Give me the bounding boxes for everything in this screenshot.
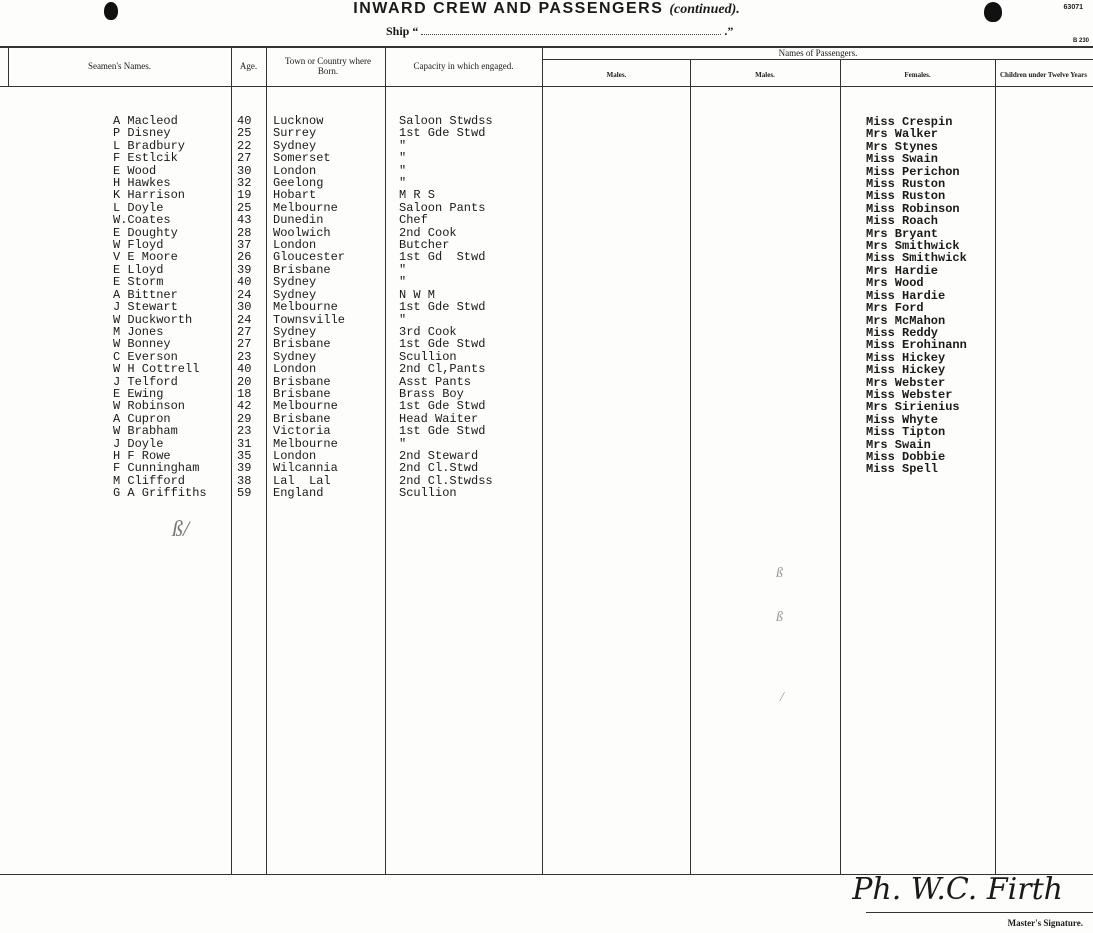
seaman-capacity: 1st Gde Stwd: [399, 126, 486, 141]
document-number: 63071: [1063, 4, 1083, 11]
female-passenger-name: Miss Spell: [866, 462, 939, 477]
seaman-birthplace: London: [273, 238, 317, 253]
pencil-mark-b: ß/: [172, 516, 190, 541]
header-males-1: Males.: [606, 71, 627, 79]
female-passenger-name: Miss Smithwick: [866, 251, 967, 266]
pencil-mark-1: ß: [776, 566, 783, 581]
pencil-mark-2: ß: [776, 610, 783, 625]
seaman-capacity: Asst Pants: [399, 374, 472, 389]
seaman-name: W Bonney: [113, 337, 171, 352]
seaman-birthplace: Brisbane: [273, 386, 331, 401]
signature-rule: [866, 912, 1093, 913]
seaman-name: G A Griffiths: [113, 486, 207, 501]
seaman-capacity: Scullion: [399, 349, 457, 364]
seaman-name: W H Cottrell: [113, 362, 200, 377]
female-passenger-name: Mrs Walker: [866, 127, 939, 142]
seaman-capacity: ": [399, 275, 407, 290]
ship-label: Ship “: [386, 24, 419, 38]
col-rule-2: [266, 46, 267, 874]
seaman-birthplace: England: [273, 486, 324, 501]
seaman-birthplace: Melbourne: [273, 436, 338, 451]
seaman-birthplace: Lal Lal: [273, 473, 331, 488]
female-passenger-name: Miss Dobbie: [866, 449, 946, 464]
seaman-capacity: 1st Gde Stwd: [399, 300, 486, 315]
seaman-birthplace: Brisbane: [273, 411, 331, 426]
seaman-name: W.Coates: [113, 213, 171, 228]
seaman-age: 39: [237, 461, 252, 476]
seaman-age: 25: [237, 126, 252, 141]
seaman-birthplace: London: [273, 448, 317, 463]
seaman-birthplace: London: [273, 163, 317, 178]
seaman-age: 19: [237, 188, 252, 203]
female-passenger-name: Mrs Wood: [866, 276, 924, 291]
female-passenger-name: Miss Reddy: [866, 325, 939, 340]
seaman-birthplace: Surrey: [273, 126, 317, 141]
seaman-capacity: 2nd Cl,Pants: [399, 362, 486, 377]
seaman-capacity: ": [399, 436, 407, 451]
female-passenger-name: Mrs Smithwick: [866, 239, 960, 254]
seaman-name: A Cupron: [113, 411, 171, 426]
seaman-capacity: ": [399, 138, 407, 153]
seaman-capacity: ": [399, 312, 407, 327]
form-title: [0, 0, 1093, 18]
seaman-age: 39: [237, 262, 252, 277]
seaman-birthplace: Victoria: [273, 424, 331, 439]
header-town-country: Town or Country where Born.: [284, 56, 372, 76]
female-passenger-name: Miss Webster: [866, 387, 953, 402]
seaman-name: M Jones: [113, 324, 164, 339]
seaman-birthplace: Sydney: [273, 287, 317, 302]
female-passenger-name: Miss Hickey: [866, 350, 946, 365]
birthplace-column: [273, 115, 345, 500]
seaman-capacity: 1st Gde Stwd: [399, 424, 486, 439]
seaman-name: E Storm: [113, 275, 164, 290]
pencil-mark-3: /: [780, 690, 784, 705]
seaman-name: P Disney: [113, 126, 171, 141]
seaman-birthplace: Sydney: [273, 138, 317, 153]
seaman-name: L Bradbury: [113, 138, 186, 153]
female-passenger-name: Miss Hickey: [866, 363, 946, 378]
seaman-birthplace: Brisbane: [273, 262, 331, 277]
seaman-name: J Stewart: [113, 300, 178, 315]
seaman-birthplace: Dunedin: [273, 213, 324, 228]
female-passenger-name: Mrs Sirienius: [866, 400, 960, 415]
seaman-age: 27: [237, 337, 252, 352]
seaman-capacity: M R S: [399, 188, 436, 203]
seaman-capacity: Butcher: [399, 238, 450, 253]
col-rule-1: [231, 46, 232, 874]
seaman-name: H F Rowe: [113, 448, 171, 463]
seaman-name: A Macleod: [113, 114, 178, 128]
signature-label: Master's Signature.: [1007, 918, 1083, 928]
seaman-capacity: Saloon Pants: [399, 200, 486, 215]
page-reference: B 230: [1072, 38, 1089, 44]
col-rule-6: [840, 59, 841, 874]
seaman-capacity: Brass Boy: [399, 386, 464, 401]
seaman-birthplace: Melbourne: [273, 399, 338, 414]
seaman-age: 27: [237, 151, 252, 166]
header-passengers: Names of Passengers.: [778, 48, 858, 58]
form-title-suffix: (continued).: [669, 2, 740, 17]
seaman-capacity: Scullion: [399, 486, 457, 501]
col-rule-4: [542, 46, 543, 874]
seaman-name: E Wood: [113, 163, 157, 178]
col-rule-5: [690, 59, 691, 874]
female-passenger-name: Mrs Swain: [866, 437, 931, 452]
seaman-birthplace: Melbourne: [273, 300, 338, 315]
seaman-birthplace: Melbourne: [273, 200, 338, 215]
female-passenger-name: Mrs Hardie: [866, 263, 939, 278]
seaman-age: 42: [237, 399, 252, 414]
seaman-birthplace: Wilcannia: [273, 461, 338, 476]
seaman-age: 27: [237, 324, 252, 339]
seaman-capacity: Saloon Stwdss: [399, 114, 493, 128]
seaman-age: 23: [237, 349, 252, 364]
col-rule-7: [995, 59, 996, 874]
seaman-name: E Ewing: [113, 386, 164, 401]
female-passenger-name: Miss Ruston: [866, 189, 946, 204]
seaman-capacity: ": [399, 151, 407, 166]
seaman-age: 23: [237, 424, 252, 439]
seaman-birthplace: Gloucester: [273, 250, 346, 265]
female-passenger-name: Miss Ruston: [866, 177, 946, 192]
seaman-name: W Duckworth: [113, 312, 193, 327]
seaman-name: W Brabham: [113, 424, 178, 439]
seaman-capacity: 3rd Cook: [399, 324, 457, 339]
seaman-name: J Doyle: [113, 436, 164, 451]
seaman-age: 22: [237, 138, 252, 153]
seaman-age: 40: [237, 362, 252, 377]
female-passenger-name: Miss Perichon: [866, 164, 960, 179]
seaman-age: 43: [237, 213, 252, 228]
ship-line: [386, 24, 733, 39]
seaman-capacity: ": [399, 176, 407, 191]
seaman-name: F Estlcik: [113, 151, 178, 166]
female-passenger-name: Miss Whyte: [866, 412, 939, 427]
seaman-name: W Floyd: [113, 238, 164, 253]
seaman-capacity: 2nd Cook: [399, 225, 457, 240]
col-rule-3: [385, 46, 386, 874]
female-passenger-name: Miss Robinson: [866, 201, 960, 216]
ship-name-blank: [421, 25, 721, 35]
seaman-age: 20: [237, 374, 252, 389]
seaman-name: M Clifford: [113, 473, 186, 488]
seaman-capacity: 1st Gde Stwd: [399, 337, 486, 352]
seaman-birthplace: Brisbane: [273, 374, 331, 389]
ship-close: .”: [724, 24, 734, 38]
ages-column: [237, 115, 251, 500]
header-bottom-rule: [0, 86, 1093, 87]
seaman-age: 18: [237, 386, 252, 401]
female-passenger-name: Miss Tipton: [866, 425, 946, 440]
seaman-age: 31: [237, 436, 252, 451]
seaman-age: 37: [237, 238, 252, 253]
form-title-text: INWARD CREW AND PASSENGERS: [353, 0, 664, 17]
female-passenger-name: Miss Roach: [866, 214, 939, 229]
female-passenger-name: Miss Erohinann: [866, 338, 967, 353]
female-passenger-name: Miss Crespin: [866, 115, 953, 129]
seaman-capacity: Head Waiter: [399, 411, 479, 426]
seaman-birthplace: Townsville: [273, 312, 346, 327]
seaman-capacity: 2nd Cl.Stwdss: [399, 473, 493, 488]
passengers-sub-rule: [543, 59, 1093, 60]
seaman-capacity: ": [399, 163, 407, 178]
female-passenger-name: Mrs McMahon: [866, 313, 946, 328]
seaman-name: H Hawkes: [113, 176, 171, 191]
seaman-age: 26: [237, 250, 252, 265]
header-children: Children under Twelve Years: [1000, 71, 1087, 79]
seaman-birthplace: Sydney: [273, 324, 317, 339]
seaman-birthplace: Sydney: [273, 275, 317, 290]
female-passenger-name: Miss Swain: [866, 152, 939, 167]
seaman-name: V E Moore: [113, 250, 178, 265]
seaman-age: 35: [237, 448, 252, 463]
seaman-name: C Everson: [113, 349, 178, 364]
header-seamen-names: Seamen's Names.: [87, 61, 152, 71]
seaman-birthplace: Brisbane: [273, 337, 331, 352]
seaman-capacity: 2nd Cl.Stwd: [399, 461, 479, 476]
female-passenger-name: Mrs Ford: [866, 301, 924, 316]
seaman-age: 38: [237, 473, 252, 488]
seaman-age: 40: [237, 275, 252, 290]
seamen-names-column: [113, 115, 207, 500]
seaman-birthplace: Sydney: [273, 349, 317, 364]
seaman-age: 59: [237, 486, 252, 501]
seaman-name: L Doyle: [113, 200, 164, 215]
female-passenger-name: Mrs Webster: [866, 375, 946, 390]
seaman-capacity: Chef: [399, 213, 428, 228]
seaman-name: A Bittner: [113, 287, 178, 302]
seaman-age: 30: [237, 163, 252, 178]
seaman-capacity: 1st Gd Stwd: [399, 250, 486, 265]
female-passengers-column: [866, 116, 967, 476]
seaman-birthplace: Somerset: [273, 151, 331, 166]
seaman-birthplace: Lucknow: [273, 114, 324, 128]
seaman-age: 24: [237, 312, 252, 327]
seaman-birthplace: London: [273, 362, 317, 377]
seaman-capacity: 2nd Steward: [399, 448, 479, 463]
header-capacity: Capacity in which engaged.: [413, 61, 514, 71]
seaman-name: W Robinson: [113, 399, 186, 414]
female-passenger-name: Miss Hardie: [866, 288, 946, 303]
seaman-name: E Doughty: [113, 225, 178, 240]
seaman-name: J Telford: [113, 374, 178, 389]
header-females: Females.: [904, 71, 931, 79]
seaman-birthplace: Hobart: [273, 188, 317, 203]
female-passenger-name: Mrs Stynes: [866, 139, 939, 154]
header-males-2: Males.: [755, 71, 775, 79]
seaman-age: 29: [237, 411, 252, 426]
master-signature: Ph. W.C. Firth: [852, 872, 1063, 907]
header-age: Age.: [239, 61, 258, 71]
seaman-capacity: ": [399, 262, 407, 277]
seaman-birthplace: Woolwich: [273, 225, 331, 240]
seaman-capacity: 1st Gde Stwd: [399, 399, 486, 414]
seaman-age: 24: [237, 287, 252, 302]
seaman-capacity: N W M: [399, 287, 436, 302]
seaman-age: 30: [237, 300, 252, 315]
seaman-name: K Harrison: [113, 188, 186, 203]
seaman-name: F Cunningham: [113, 461, 200, 476]
seaman-age: 28: [237, 225, 252, 240]
seaman-age: 32: [237, 176, 252, 191]
seaman-age: 40: [237, 114, 252, 128]
seaman-age: 25: [237, 200, 252, 215]
seaman-birthplace: Geelong: [273, 176, 324, 191]
seaman-name: E Lloyd: [113, 262, 164, 277]
female-passenger-name: Mrs Bryant: [866, 226, 939, 241]
capacity-column: [399, 115, 493, 500]
